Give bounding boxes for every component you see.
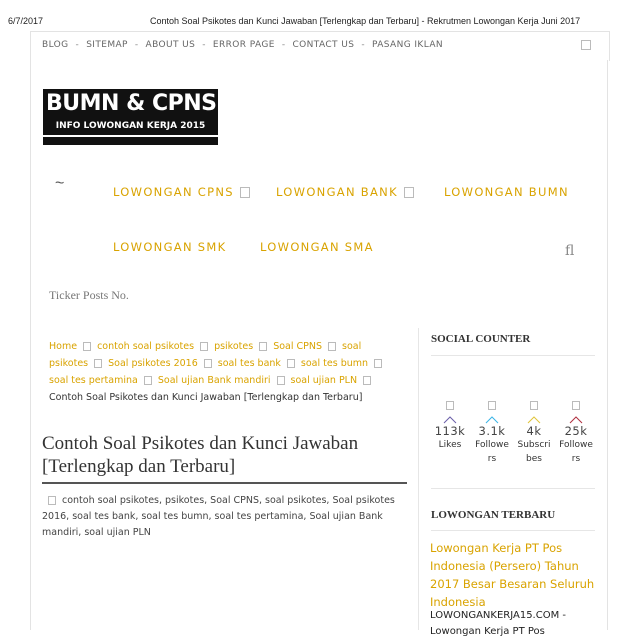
breadcrumb-separator-icon — [287, 359, 295, 368]
nav-pasang-iklan[interactable]: PASANG IKLAN — [371, 40, 444, 50]
menu-item-label: LOWONGAN BANK — [276, 185, 398, 199]
social-counter-youtube[interactable] — [516, 395, 552, 466]
widget-rule — [431, 530, 595, 531]
menu-item-label: LOWONGAN CPNS — [113, 185, 234, 199]
nav-separator: - — [361, 40, 365, 50]
breadcrumb-separator-icon — [144, 376, 152, 385]
youtube-accent-icon — [527, 416, 541, 424]
frame-border-left — [30, 60, 31, 630]
nav-separator: - — [134, 40, 139, 50]
menu-item-label: LOWONGAN SMA — [260, 240, 374, 254]
social-count: 4k — [526, 424, 542, 438]
nav-separator: - — [75, 40, 80, 50]
post-tags — [42, 493, 402, 541]
post-tags-text[interactable]: contoh soal psikotes, psikotes, Soal CPNS, soal psikotes, Soal psikotes 2016, soal tes bank, soal tes bumn, soal tes pertamina, Soal ujian Bank mandiri, soal ujian PLN — [42, 495, 395, 538]
logo-title: BUMN & CPNS — [46, 91, 217, 116]
twitter-accent-icon — [485, 416, 499, 424]
print-title: Contoh Soal Psikotes dan Kunci Jawaban [Terlengkap dan Terbaru] - Rekrutmen Lowongan Kerja Juni 2017 — [150, 16, 581, 26]
ticker-label: Ticker Posts No. — [49, 288, 129, 302]
breadcrumb — [49, 338, 404, 406]
social-counter-title: SOCIAL COUNTER — [431, 333, 531, 345]
site-logo[interactable] — [43, 89, 218, 145]
breadcrumb-separator-icon — [83, 342, 91, 351]
social-label: Likes — [438, 440, 462, 450]
search-icon[interactable] — [581, 40, 591, 50]
nav-about-us[interactable]: ABOUT US — [145, 40, 196, 50]
menu-item-bank[interactable] — [276, 185, 414, 199]
print-date: 6/7/2017 — [8, 16, 44, 26]
logo-subtitle: INFO LOWONGAN KERJA 2015 — [55, 121, 206, 131]
breadcrumb-link[interactable]: soal tes bank — [217, 358, 281, 369]
twitter-icon — [488, 401, 496, 410]
menu-item-label: LOWONGAN BUMN — [444, 185, 569, 199]
search-toggle-icon[interactable]: fl — [565, 243, 575, 259]
facebook-icon — [446, 401, 454, 410]
widget-rule — [431, 355, 595, 356]
breadcrumb-link[interactable]: Soal ujian Bank mandiri — [157, 375, 271, 386]
nav-error-page[interactable]: ERROR PAGE — [212, 40, 275, 50]
breadcrumb-link[interactable]: soal tes bumn — [300, 358, 369, 369]
pinterest-icon — [572, 401, 580, 410]
latest-title: LOWONGAN TERBARU — [431, 509, 556, 521]
pinterest-accent-icon — [569, 416, 583, 424]
post-title-line: [Terlengkap dan Terbaru] — [42, 456, 236, 477]
widget-rule — [431, 488, 595, 489]
dropdown-icon — [240, 187, 250, 198]
breadcrumb-separator-icon — [363, 376, 371, 385]
post-title-line: Contoh Soal Psikotes dan Kunci Jawaban — [42, 433, 359, 454]
youtube-icon — [530, 401, 538, 410]
nav-sitemap[interactable]: SITEMAP — [86, 40, 128, 50]
nav-blog[interactable]: BLOG — [42, 40, 69, 50]
social-counter-twitter[interactable] — [474, 395, 510, 466]
breadcrumb-link[interactable]: contoh soal psikotes — [97, 341, 195, 352]
nav-separator: - — [202, 40, 206, 50]
menu-toggle-icon[interactable]: ~ — [55, 175, 65, 192]
social-count: 113k — [434, 424, 466, 438]
breadcrumb-separator-icon — [277, 376, 285, 385]
post-title — [42, 432, 402, 478]
dropdown-icon — [404, 187, 414, 198]
social-count: 25k — [564, 424, 588, 438]
breadcrumb-separator-icon — [328, 342, 336, 351]
breadcrumb-link[interactable]: Soal psikotes 2016 — [108, 358, 198, 369]
breadcrumb-link[interactable]: soal — [342, 341, 362, 352]
breadcrumb-separator-icon — [204, 359, 212, 368]
social-counter-facebook[interactable] — [432, 395, 468, 452]
social-label: Followers — [559, 440, 593, 464]
breadcrumb-link[interactable]: soal ujian PLN — [290, 375, 358, 386]
facebook-accent-icon — [443, 416, 457, 424]
menu-item-sma[interactable] — [260, 240, 374, 254]
menu-item-smk[interactable] — [113, 240, 226, 254]
logo-rule — [43, 135, 218, 137]
breadcrumb-separator-icon — [259, 342, 267, 351]
breadcrumb-link[interactable]: Soal CPNS — [273, 341, 323, 352]
breadcrumb-link[interactable]: soal tes pertamina — [49, 375, 138, 386]
social-count: 3.1k — [478, 424, 506, 438]
breadcrumb-separator-icon — [94, 359, 102, 368]
social-counter-pinterest[interactable] — [558, 395, 594, 466]
tag-icon — [48, 496, 56, 505]
menu-item-label: LOWONGAN SMK — [113, 240, 227, 254]
latest-post-excerpt: LOWONGANKERJA15.COM - Lowongan Kerja PT Pos — [430, 610, 567, 637]
breadcrumb-current: Contoh Soal Psikotes dan Kunci Jawaban [Terlengkap dan Terbaru] — [49, 392, 363, 403]
breadcrumb-separator-icon — [200, 342, 208, 351]
breadcrumb-separator-icon — [374, 359, 382, 368]
social-label: Subscribes — [517, 440, 551, 464]
nav-contact-us[interactable]: CONTACT US — [292, 40, 355, 50]
menu-item-cpns[interactable] — [113, 185, 250, 199]
post-title-rule — [42, 482, 407, 484]
top-nav — [42, 40, 443, 50]
column-divider — [418, 328, 419, 630]
breadcrumb-home[interactable]: Home — [49, 341, 78, 352]
latest-post-link[interactable]: Lowongan Kerja PT Pos Indonesia (Persero) Tahun 2017 Besar Besaran Seluruh Indonesia — [430, 541, 595, 609]
social-label: Followers — [475, 440, 509, 464]
breadcrumb-link[interactable]: psikotes — [214, 341, 254, 352]
nav-separator: - — [281, 40, 286, 50]
menu-item-bumn[interactable] — [444, 185, 569, 199]
frame-border-right — [607, 60, 608, 630]
breadcrumb-link[interactable]: psikotes — [49, 358, 89, 369]
